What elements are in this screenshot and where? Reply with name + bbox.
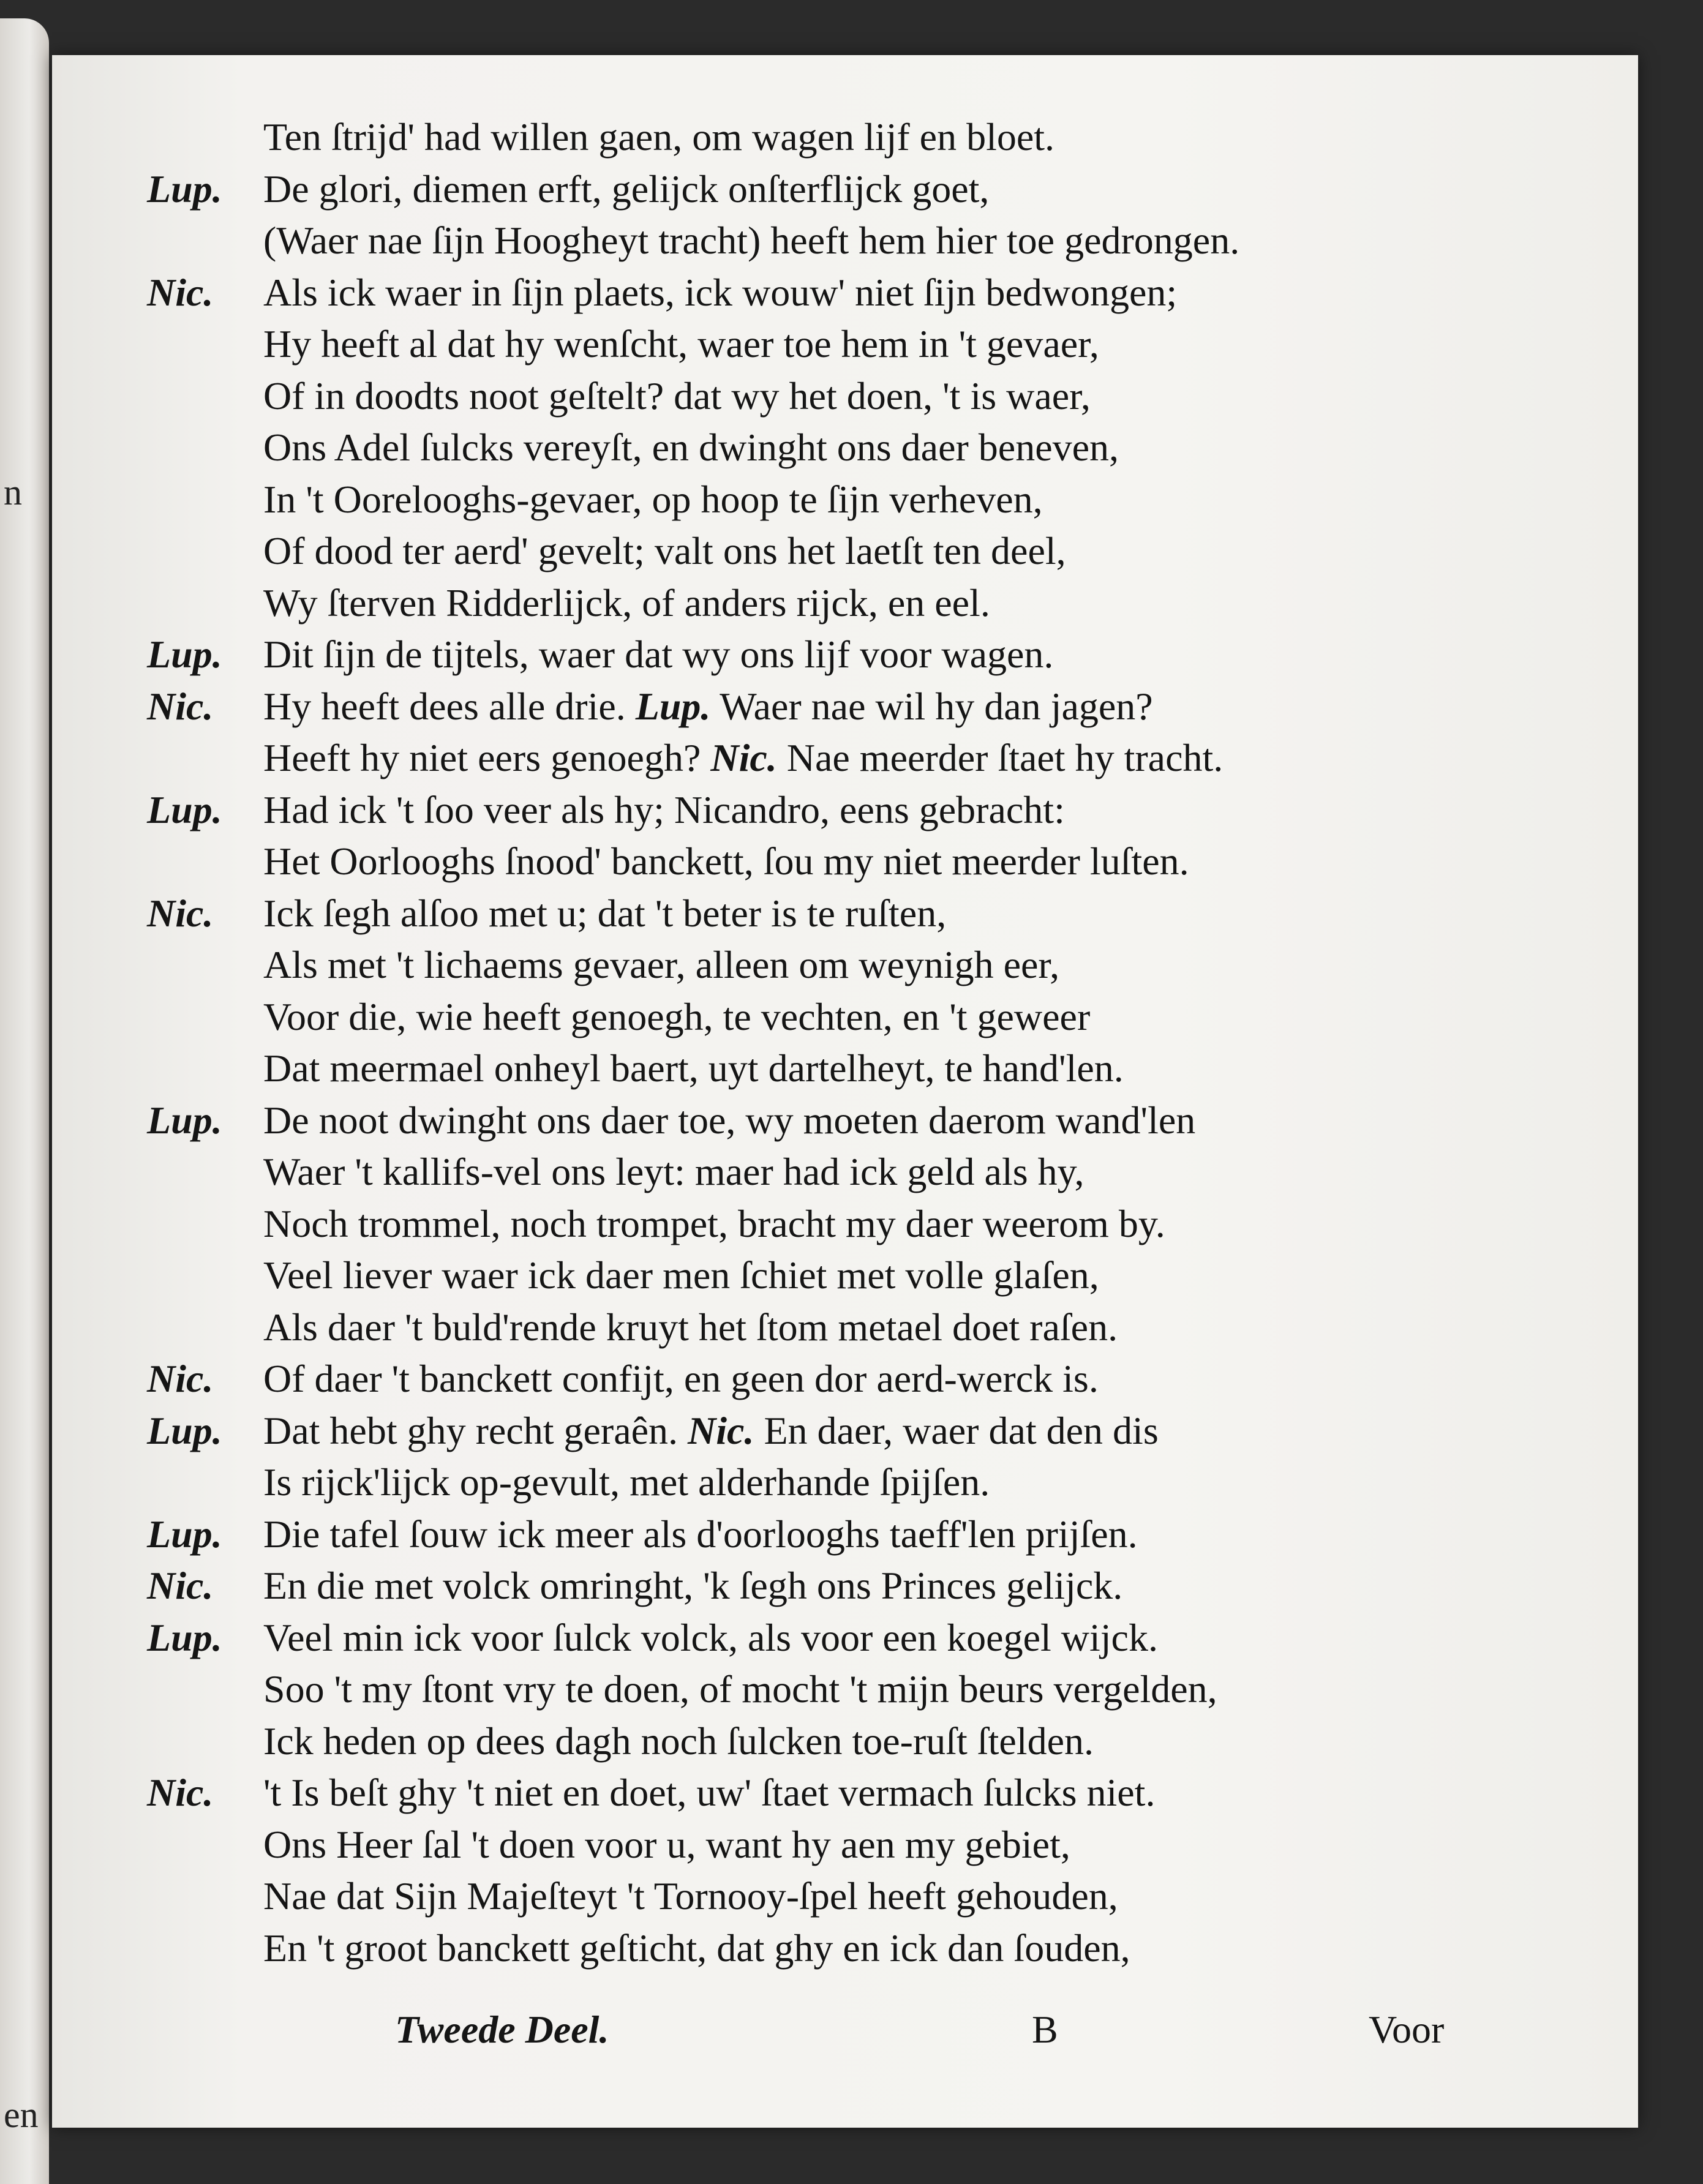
speaker-label: Nic. <box>147 684 214 728</box>
verse-line <box>52 732 1614 784</box>
line-text: Dat hebt ghy recht geraên. <box>263 1408 679 1452</box>
line-text: Voor die, wie heeft genoegh, te vechten, en 't geweer <box>263 994 1091 1038</box>
speaker-label: Nic. <box>147 1357 214 1400</box>
line-text: Of dood ter aerd' gevelt; valt ons het laetſt ten deel, <box>263 529 1066 572</box>
line-text: Nae dat Sijn Majeſteyt 't Tornooy-ſpel heeft gehouden, <box>263 1874 1118 1918</box>
verse-line <box>52 784 1614 836</box>
line-text: Is rijck'lijck op-gevult, met alderhande ſpijſen. <box>263 1460 990 1504</box>
speaker-label: Nic. <box>688 1408 754 1452</box>
signature-mark: B <box>1032 2008 1058 2051</box>
speaker-label: Nic. <box>147 1564 214 1607</box>
line-text: Veel min ick voor ſulck volck, als voor een koegel wijck. <box>263 1615 1158 1659</box>
line-text: Ons Heer ſal 't doen voor u, want hy aen my gebiet, <box>263 1822 1070 1866</box>
verse-line <box>52 1405 1614 1457</box>
speaker-label: Nic. <box>147 1771 214 1814</box>
verse-line <box>52 888 1614 939</box>
line-text: Hy heeft dees alle drie. <box>263 684 626 728</box>
line-text: Waer 't kallifs-vel ons leyt: maer had ick geld als hy, <box>263 1150 1085 1193</box>
line-text: De glori, diemen erft, gelijck onſterflijck goet, <box>263 167 990 211</box>
book-page <box>52 55 1638 2128</box>
speaker-label: Lup. <box>147 1615 222 1659</box>
speaker-label: Lup. <box>147 1512 222 1556</box>
line-text: Dit ſijn de tijtels, waer dat wy ons lijf voor wagen. <box>263 632 1054 676</box>
speaker-label: Lup. <box>147 787 222 831</box>
verse-line <box>52 991 1614 1043</box>
verse-line <box>52 1923 1614 1974</box>
prev-page-fragment: n <box>4 472 22 512</box>
verse-line <box>52 267 1614 318</box>
verse-line <box>52 1198 1614 1250</box>
verse-line <box>52 1664 1614 1715</box>
line-text: Soo 't my ſtont vry te doen, of mocht 't mijn beurs vergelden, <box>263 1667 1217 1711</box>
verse-line <box>52 318 1614 370</box>
speaker-label: Lup. <box>635 684 711 728</box>
line-text: Of in doodts noot geſtelt? dat wy het doen, 't is waer, <box>263 373 1091 418</box>
verse-line <box>52 1560 1614 1612</box>
line-text: En die met volck omringht, 'k ſegh ons Princes gelijck. <box>263 1564 1123 1607</box>
line-text: Nae meerder ſtaet hy tracht. <box>786 736 1224 779</box>
verse-line <box>52 1095 1614 1146</box>
verse-line <box>52 163 1614 215</box>
speaker-label: Nic. <box>710 736 777 779</box>
verse-line <box>52 1302 1614 1353</box>
speaker-label: Lup. <box>147 167 222 211</box>
verse-line <box>52 681 1614 732</box>
line-text: Noch trommel, noch trompet, bracht my daer weerom by. <box>263 1201 1165 1245</box>
verse-line <box>52 1612 1614 1664</box>
verse-line <box>52 111 1614 163</box>
line-text: In 't Oorelooghs-gevaer, op hoop te ſijn verheven, <box>263 477 1043 521</box>
speaker-label: Lup. <box>147 1408 222 1452</box>
speaker-label: Lup. <box>147 1098 222 1142</box>
verse-line <box>52 1146 1614 1198</box>
line-text: 't Is beſt ghy 't niet en doet, uw' ſtaet vermach ſulcks niet. <box>263 1771 1156 1814</box>
previous-page-edge <box>0 18 49 2184</box>
verse-line <box>52 629 1614 680</box>
catchword: Voor <box>1369 2008 1445 2051</box>
verse-line <box>52 1509 1614 1560</box>
verse-line <box>52 422 1614 473</box>
line-text: Als ick waer in ſijn plaets, ick wouw' niet ſijn bedwongen; <box>263 270 1178 314</box>
verse-line <box>52 939 1614 991</box>
line-text: Ten ſtrijd' had willen gaen, om wagen lijf en bloet. <box>263 115 1055 159</box>
verse-line <box>52 836 1614 887</box>
verse-line <box>52 525 1614 577</box>
line-text: Die tafel ſouw ick meer als d'oorlooghs taeff'len prijſen. <box>263 1512 1138 1556</box>
line-text: De noot dwinght ons daer toe, wy moeten daerom wand'len <box>263 1098 1196 1142</box>
verse-line <box>52 1871 1614 1922</box>
line-text: Veel liever waer ick daer men ſchiet met volle glaſen, <box>263 1253 1099 1297</box>
page-footer <box>52 2007 1638 2068</box>
line-text: Heeft hy niet eers genoegh? <box>263 736 701 779</box>
speaker-label: Lup. <box>147 632 222 676</box>
line-text: En 't groot banckett geſticht, dat ghy en ick dan ſouden, <box>263 1926 1130 1970</box>
verse-line <box>52 1457 1614 1508</box>
line-text: En daer, waer dat den dis <box>764 1408 1159 1452</box>
line-text: Ons Adel ſulcks vereyſt, en dwinght ons daer beneven, <box>263 426 1119 469</box>
verse-line <box>52 370 1614 422</box>
verse-line <box>52 474 1614 525</box>
verse-line <box>52 215 1614 266</box>
line-text: Hy heeft al dat hy wenſcht, waer toe hem in 't gevaer, <box>263 322 1099 366</box>
verse-line <box>52 1250 1614 1301</box>
line-text: Of daer 't banckett confijt, en geen dor aerd-werck is. <box>263 1357 1099 1400</box>
line-text: (Waer nae ſijn Hoogheyt tracht) heeft hem hier toe gedrongen. <box>263 219 1240 262</box>
verse-line <box>52 1819 1614 1871</box>
verse-line <box>52 1767 1614 1818</box>
line-text: Ick heden op dees dagh noch ſulcken toe-ruſt ſtelden. <box>263 1719 1094 1763</box>
prev-page-fragment: en <box>4 2095 39 2135</box>
running-title: Tweede Deel. <box>395 2008 609 2051</box>
line-text: Als met 't lichaems gevaer, alleen om weynigh eer, <box>263 943 1060 986</box>
line-text: Het Oorlooghs ſnood' banckett, ſou my niet meerder luſten. <box>263 839 1189 883</box>
verse-line <box>52 1716 1614 1767</box>
line-text: Ick ſegh alſoo met u; dat 't beter is te ruſten, <box>263 891 947 935</box>
speaker-label: Nic. <box>147 891 214 935</box>
line-text: Waer nae wil hy dan jagen? <box>720 684 1153 728</box>
line-text: Dat meermael onheyl baert, uyt dartelheyt, te hand'len. <box>263 1046 1124 1090</box>
line-text: Had ick 't ſoo veer als hy; Nicandro, eens gebracht: <box>263 787 1065 831</box>
verse-line <box>52 1353 1614 1405</box>
line-text: Als daer 't buld'rende kruyt het ſtom metael doet raſen. <box>263 1305 1118 1349</box>
verse-line <box>52 577 1614 629</box>
speaker-label: Nic. <box>147 270 214 314</box>
verse-line <box>52 1043 1614 1094</box>
line-text: Wy ſterven Ridderlijck, of anders rijck, en eel. <box>263 580 990 625</box>
